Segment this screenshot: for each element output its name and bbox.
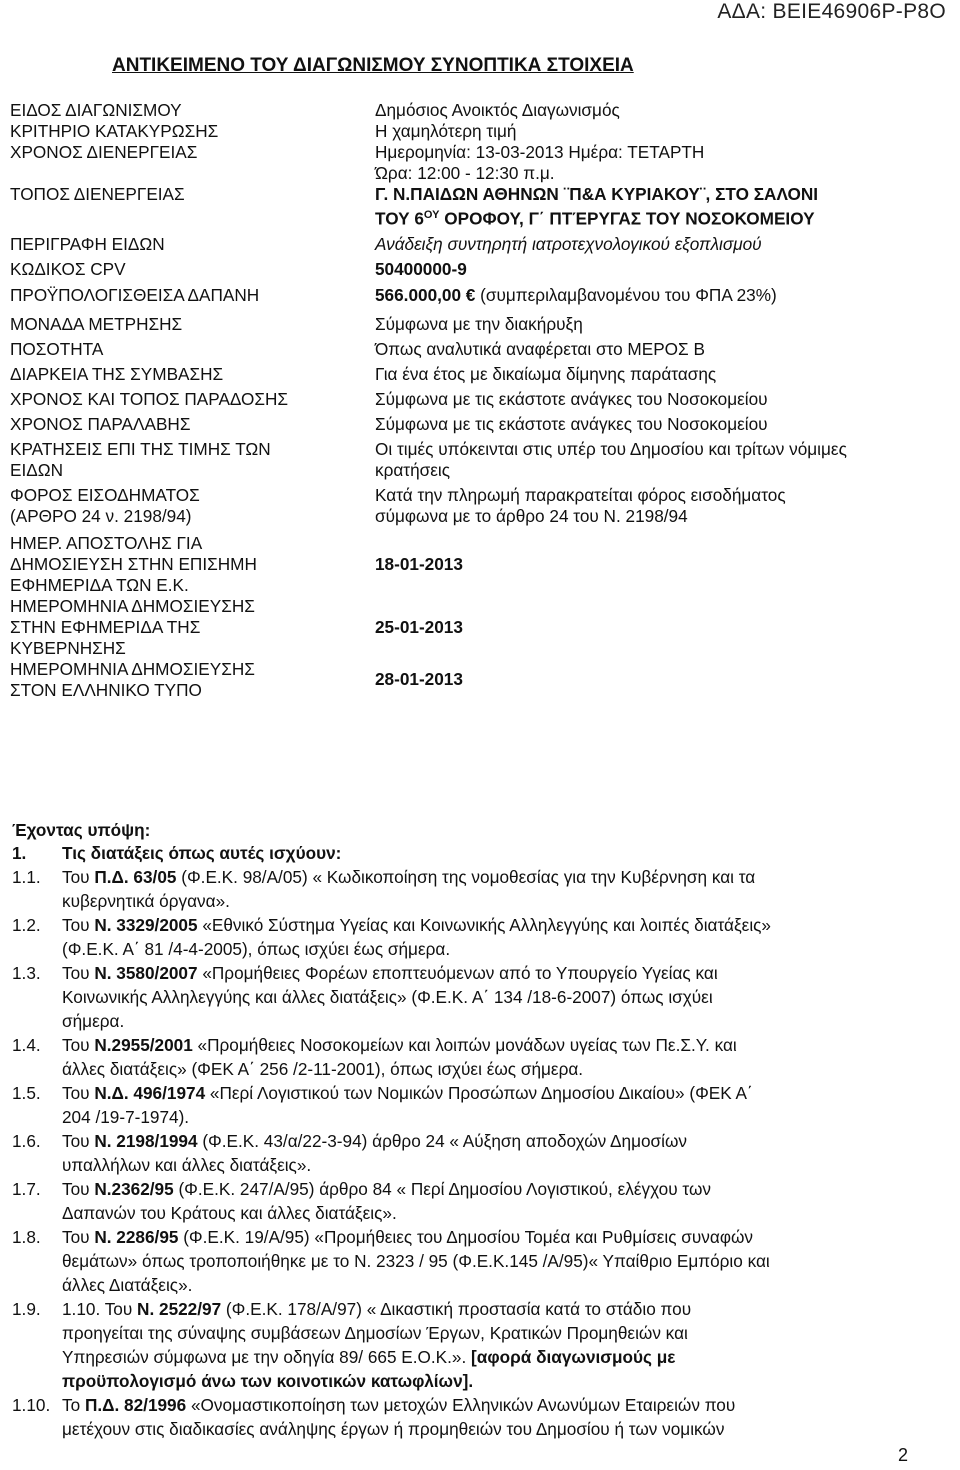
item-text <box>62 1177 912 1225</box>
gov-date: 25-01-2013 <box>375 616 463 637</box>
summary-row-unit <box>10 314 955 335</box>
item-text-part: άλλες διατάξεις» (ΦΕΚ Α΄ 256 /2-11-2001), όπως ισχύει έως σήμερα. <box>62 1059 584 1079</box>
item-number: 1.8. <box>12 1227 41 1247</box>
law-reference: Π.Δ. 63/05 <box>94 867 177 887</box>
item-text-part: Του <box>62 963 95 983</box>
item-number: 1.3. <box>12 963 41 983</box>
row-label <box>10 439 375 481</box>
place-line-2 <box>375 205 955 230</box>
law-reference: Ν.Δ. 496/1974 <box>94 1083 206 1103</box>
item-text-part: Του <box>62 1227 95 1247</box>
summary-row-budget <box>10 285 955 306</box>
row-value: Όπως αναλυτικά αναφέρεται στο ΜΕΡΟΣ Β <box>375 338 705 359</box>
place-line-2b: ΟΡΟΦΟΥ, Γ΄ ΠΤΈΡΥΓΑΣ ΤΟΥ ΝΟΣΟΚΟΜΕΙΟΥ <box>439 208 815 229</box>
summary-row-income-tax <box>10 485 955 527</box>
row-label <box>10 485 375 527</box>
budget-amount: 566.000,00 € <box>375 284 476 305</box>
row-label <box>10 659 375 701</box>
press-label-line-1: ΗΜΕΡΟΜΗΝΙΑ ΔΗΜΟΣΙΕΥΣΗΣ <box>10 658 255 679</box>
send-date: 18-01-2013 <box>375 553 463 574</box>
item-text-part: 204 /19-7-1974). <box>62 1107 190 1127</box>
summary-row-duration <box>10 364 955 385</box>
item-text <box>62 961 912 1033</box>
law-reference: Ν. 3329/2005 <box>94 915 198 935</box>
item-number: 1.10. <box>12 1395 51 1415</box>
law-reference: Ν.2955/2001 <box>94 1035 193 1055</box>
deduct-value-line-1: Οι τιμές υπόκεινται στις υπέρ του Δημοσίου και τρίτων νόμιμες <box>375 438 847 459</box>
bold-note: [αφορά διαγωνισμούς με <box>466 1347 676 1367</box>
send-label-line-2: ΔΗΜΟΣΙΕΥΣΗ ΣΤΗΝ ΕΠΙΣΗΜΗ <box>10 553 257 574</box>
row-label: ΠΕΡΙΓΡΑΦΗ ΕΙΔΩΝ <box>10 233 165 254</box>
row-value <box>375 142 955 184</box>
item-text-part: άλλες Διατάξεις». <box>62 1275 193 1295</box>
budget-note: (συμπεριλαμβανομένου του ΦΠΑ 23%) <box>475 284 777 305</box>
item-text-part: προηγείται της σύναψης συμβάσεων Δημοσίων Έργων, Κρατικών Προμηθειών και <box>62 1323 688 1343</box>
item-number: 1.7. <box>12 1179 41 1199</box>
gov-label-line-1: ΗΜΕΡΟΜΗΝΙΑ ΔΗΜΟΣΙΕΥΣΗΣ <box>10 595 255 616</box>
item-text-part: σήμερα. <box>62 1011 125 1031</box>
row-value: Δημόσιος Ανοικτός Διαγωνισμός <box>375 100 620 120</box>
item-text-part: Το <box>62 1395 85 1415</box>
summary-row-send-date <box>10 533 955 596</box>
item-number: 1.9. <box>12 1299 41 1319</box>
item-text-part: «Προμήθειες Νοσοκομείων και λοιπών μονάδων υγείας των Πε.Σ.Υ. και <box>192 1035 737 1055</box>
row-label: ΧΡΟΝΟΣ ΚΑΙ ΤΟΠΟΣ ΠΑΡΑΔΟΣΗΣ <box>10 388 289 409</box>
row-value: Σύμφωνα με τις εκάστοτε ανάγκες του Νοσοκομείου <box>375 388 768 409</box>
row-label: ΚΡΙΤΗΡΙΟ ΚΑΤΑΚΥΡΩΣΗΣ <box>10 121 219 141</box>
item-text <box>62 865 912 913</box>
item-number: 1.1. <box>12 867 41 887</box>
tax-value-line-1: Κατά την πληρωμή παρακρατείται φόρος εισοδήματος <box>375 484 786 505</box>
item-text-part: υπαλλήλων και άλλες διατάξεις». <box>62 1155 312 1175</box>
item-number: 1. <box>12 843 27 863</box>
item-text-part: Δαπανών του Κράτους και άλλες διατάξεις». <box>62 1203 397 1223</box>
deduct-label-line-1: ΚΡΑΤΗΣΕΙΣ ΕΠΙ ΤΗΣ ΤΙΜΗΣ ΤΩΝ <box>10 438 271 459</box>
item-text <box>62 913 912 961</box>
row-value: Για ένα έτος με δικαίωμα δίμηνης παράτασης <box>375 363 717 384</box>
item-text <box>62 1129 912 1177</box>
place-line-1: Γ. Ν.ΠΑΙΔΩΝ ΑΘΗΝΩΝ ¨Π&Α ΚΥΡΙΑΚΟΥ¨, ΣΤΟ ΣΑΛΟΝΙ <box>375 184 819 204</box>
row-label: ΜΟΝΑΔΑ ΜΕΤΡΗΣΗΣ <box>10 313 183 334</box>
document-title-text: ΑΝΤΙΚΕΙΜΕΝΟ ΤΟΥ ΔΙΑΓΩΝΙΣΜΟΥ ΣΥΝΟΠΤΙΚΑ ΣΤΟΙΧΕΙΑ <box>112 55 634 76</box>
row-value <box>375 533 955 596</box>
item-text-part: (Φ.Ε.Κ. 98/Α/05) « Κωδικοποίηση της νομοθεσίας για την Κυβέρνηση και τα <box>176 867 756 887</box>
law-reference: Ν.2362/95 <box>94 1179 174 1199</box>
place-line-2a: ΤΟΥ 6 <box>375 208 424 229</box>
row-label <box>10 533 375 596</box>
item-text-part: Του <box>62 1131 95 1151</box>
item-text-part: (Φ.Ε.Κ. 43/α/22-3-94) άρθρο 24 « Αύξηση αποδοχών Δημοσίων <box>197 1131 687 1151</box>
summary-row-place <box>10 184 955 230</box>
row-label: ΚΩΔΙΚΟΣ CPV <box>10 258 126 279</box>
summary-row-criterion <box>10 121 955 142</box>
row-value <box>375 485 955 527</box>
row-value <box>375 285 955 306</box>
item-text <box>62 1393 912 1441</box>
time-line-2: Ώρα: 12:00 - 12:30 π.μ. <box>375 163 555 183</box>
summary-row-press-date <box>10 659 955 701</box>
deduct-label-line-2: ΕΙΔΩΝ <box>10 459 63 480</box>
row-label: ΔΙΑΡΚΕΙΑ ΤΗΣ ΣΥΜΒΑΣΗΣ <box>10 363 224 384</box>
item-text <box>62 1033 912 1081</box>
summary-row-delivery <box>10 389 955 410</box>
row-value <box>375 184 955 230</box>
law-reference: Ν. 2286/95 <box>94 1227 179 1247</box>
item-text <box>62 1297 912 1393</box>
item-text-part: μετέχουν στις διαδικασίες ανάληψης έργων ή προμηθειών του Δημοσίου ή των νομικών <box>62 1419 725 1439</box>
summary-row-time <box>10 142 955 184</box>
row-value <box>375 659 955 701</box>
row-value: Σύμφωνα με την διακήρυξη <box>375 313 583 334</box>
tax-label-line-1: ΦΟΡΟΣ ΕΙΣΟΔΗΜΑΤΟΣ <box>10 484 200 505</box>
item-text-part: Κοινωνικής Αλληλεγγύης και άλλες διατάξεις» (Φ.Ε.Κ. Α΄ 134 /18-6-2007) όπως ισχύει <box>62 987 713 1007</box>
summary-row-gov-gazette-date <box>10 596 955 659</box>
gov-label-line-3: ΚΥΒΕΡΝΗΣΗΣ <box>10 637 126 658</box>
summary-row-quantity <box>10 339 955 360</box>
place-superscript: ΟΥ <box>423 209 440 221</box>
item-text-part: (Φ.Ε.Κ. 247/Α/95) άρθρο 84 « Περί Δημοσίου Λογιστικού, ελέγχου των <box>173 1179 711 1199</box>
item-text-part: (Φ.Ε.Κ. 178/Α/97) « Δικαστική προστασία κατά το στάδιο που <box>221 1299 692 1319</box>
item-text-part: θεμάτων» όπως τροποποιήθηκε με το Ν. 2323 / 95 (Φ.Ε.Κ.145 /Α/95)« Υπαίθριο Εμπόριο και <box>62 1251 770 1271</box>
item-text-part: κυβερνητικά όργανα». <box>62 891 230 911</box>
law-reference: Π.Δ. 82/1996 <box>84 1395 187 1415</box>
item-text-part: Υπηρεσιών σύμφωνα με την οδηγία 89/ 665 Ε.Ο.Κ.». <box>62 1347 467 1367</box>
row-label: ΠΟΣΟΤΗΤΑ <box>10 338 104 359</box>
row-label: ΕΙΔΟΣ ΔΙΑΓΩΝΙΣΜΟΥ <box>10 100 182 120</box>
item-text-part: «Προμήθειες Φορέων εποπτευόμενων από το Υπουργείο Υγείας και <box>197 963 718 983</box>
row-value <box>375 439 955 481</box>
time-line-1: Ημερομηνία: 13-03-2013 Ημέρα: ΤΕΤΑΡΤΗ <box>375 142 705 162</box>
row-value <box>375 596 955 659</box>
law-reference: Ν. 2198/1994 <box>94 1131 198 1151</box>
item-number: 1.6. <box>12 1131 41 1151</box>
row-label: ΠΡΟΫΠΟΛΟΓΙΣΘΕΙΣΑ ΔΑΠΑΝΗ <box>10 284 260 305</box>
press-date: 28-01-2013 <box>375 669 463 690</box>
tax-label-line-2: (ΑΡΘΡΟ 24 ν. 2198/94) <box>10 505 192 526</box>
item-text-part: Του <box>62 1083 95 1103</box>
summary-row-type <box>10 100 955 121</box>
ada-code: ΑΔΑ: ΒΕΙΕ46906Ρ-Ρ8Ο <box>717 0 946 23</box>
row-value: Η χαμηλότερη τιμή <box>375 121 517 141</box>
summary-row-cpv <box>10 259 955 280</box>
item-text-part: 1.10. Του <box>62 1299 138 1319</box>
send-label-line-1: ΗΜΕΡ. ΑΠΟΣΤΟΛΗΣ ΓΙΑ <box>10 532 203 553</box>
item-number: 1.4. <box>12 1035 41 1055</box>
item-text-part: (Φ.Ε.Κ. 19/Α/95) «Προμήθειες του Δημοσίου Τομέα και Ρυθμίσεις συναφών <box>178 1227 753 1247</box>
row-value: Σύμφωνα με τις εκάστοτε ανάγκες του Νοσοκομείου <box>375 413 768 434</box>
row-label: ΧΡΟΝΟΣ ΠΑΡΑΛΑΒΗΣ <box>10 413 191 434</box>
legal-heading: Έχοντας υπόψη: <box>12 820 151 840</box>
item-text <box>62 1225 912 1297</box>
row-label <box>10 596 375 659</box>
item-text-part: Του <box>62 1035 95 1055</box>
item-text-part: (Φ.Ε.Κ. Α΄ 81 /4-4-2005), όπως ισχύει έως σήμερα. <box>62 939 451 959</box>
item-text-part: «Περί Λογιστικού των Νομικών Προσώπων Δημοσίου Δικαίου» (ΦΕΚ Α΄ <box>205 1083 753 1103</box>
deduct-value-line-2: κρατήσεις <box>375 459 451 480</box>
item-text-part: «Ονομαστικοποίηση των μετοχών Ελληνικών Ανωνύμων Εταιρειών που <box>186 1395 736 1415</box>
item-number: 1.5. <box>12 1083 41 1103</box>
item-text: Τις διατάξεις όπως αυτές ισχύουν: <box>62 843 342 863</box>
gov-label-line-2: ΣΤΗΝ ΕΦΗΜΕΡΙΔΑ ΤΗΣ <box>10 616 201 637</box>
summary-row-deductions <box>10 439 955 481</box>
send-label-line-3: ΕΦΗΜΕΡΙΔΑ ΤΩΝ Ε.Κ. <box>10 574 189 595</box>
item-text-part: «Εθνικό Σύστημα Υγείας και Κοινωνικής Αλληλεγγύης και λοιπές διατάξεις» <box>197 915 771 935</box>
document-title <box>112 55 634 77</box>
bold-note: προϋπολογισμό άνω των κοινοτικών κατωφλίων]. <box>62 1371 474 1391</box>
summary-row-receipt <box>10 414 955 435</box>
item-number: 1.2. <box>12 915 41 935</box>
item-text-part: Του <box>62 915 95 935</box>
item-text-part: Του <box>62 867 95 887</box>
row-label: ΧΡΟΝΟΣ ΔΙΕΝΕΡΓΕΙΑΣ <box>10 142 198 162</box>
tax-value-line-2: σύμφωνα με το άρθρο 24 του Ν. 2198/94 <box>375 505 688 526</box>
row-value: 50400000-9 <box>375 258 467 279</box>
summary-row-description <box>10 234 955 255</box>
row-label: ΤΟΠΟΣ ΔΙΕΝΕΡΓΕΙΑΣ <box>10 184 185 204</box>
summary-table <box>10 100 955 701</box>
law-reference: Ν. 3580/2007 <box>94 963 198 983</box>
press-label-line-2: ΣΤΟΝ ΕΛΛΗΝΙΚΟ ΤΥΠΟ <box>10 679 202 700</box>
row-value: Ανάδειξη συντηρητή ιατροτεχνολογικού εξοπλισμού <box>375 233 762 254</box>
item-text <box>62 1081 912 1129</box>
law-reference: Ν. 2522/97 <box>137 1299 222 1319</box>
item-text-part: Του <box>62 1179 95 1199</box>
page-number: 2 <box>898 1445 909 1465</box>
